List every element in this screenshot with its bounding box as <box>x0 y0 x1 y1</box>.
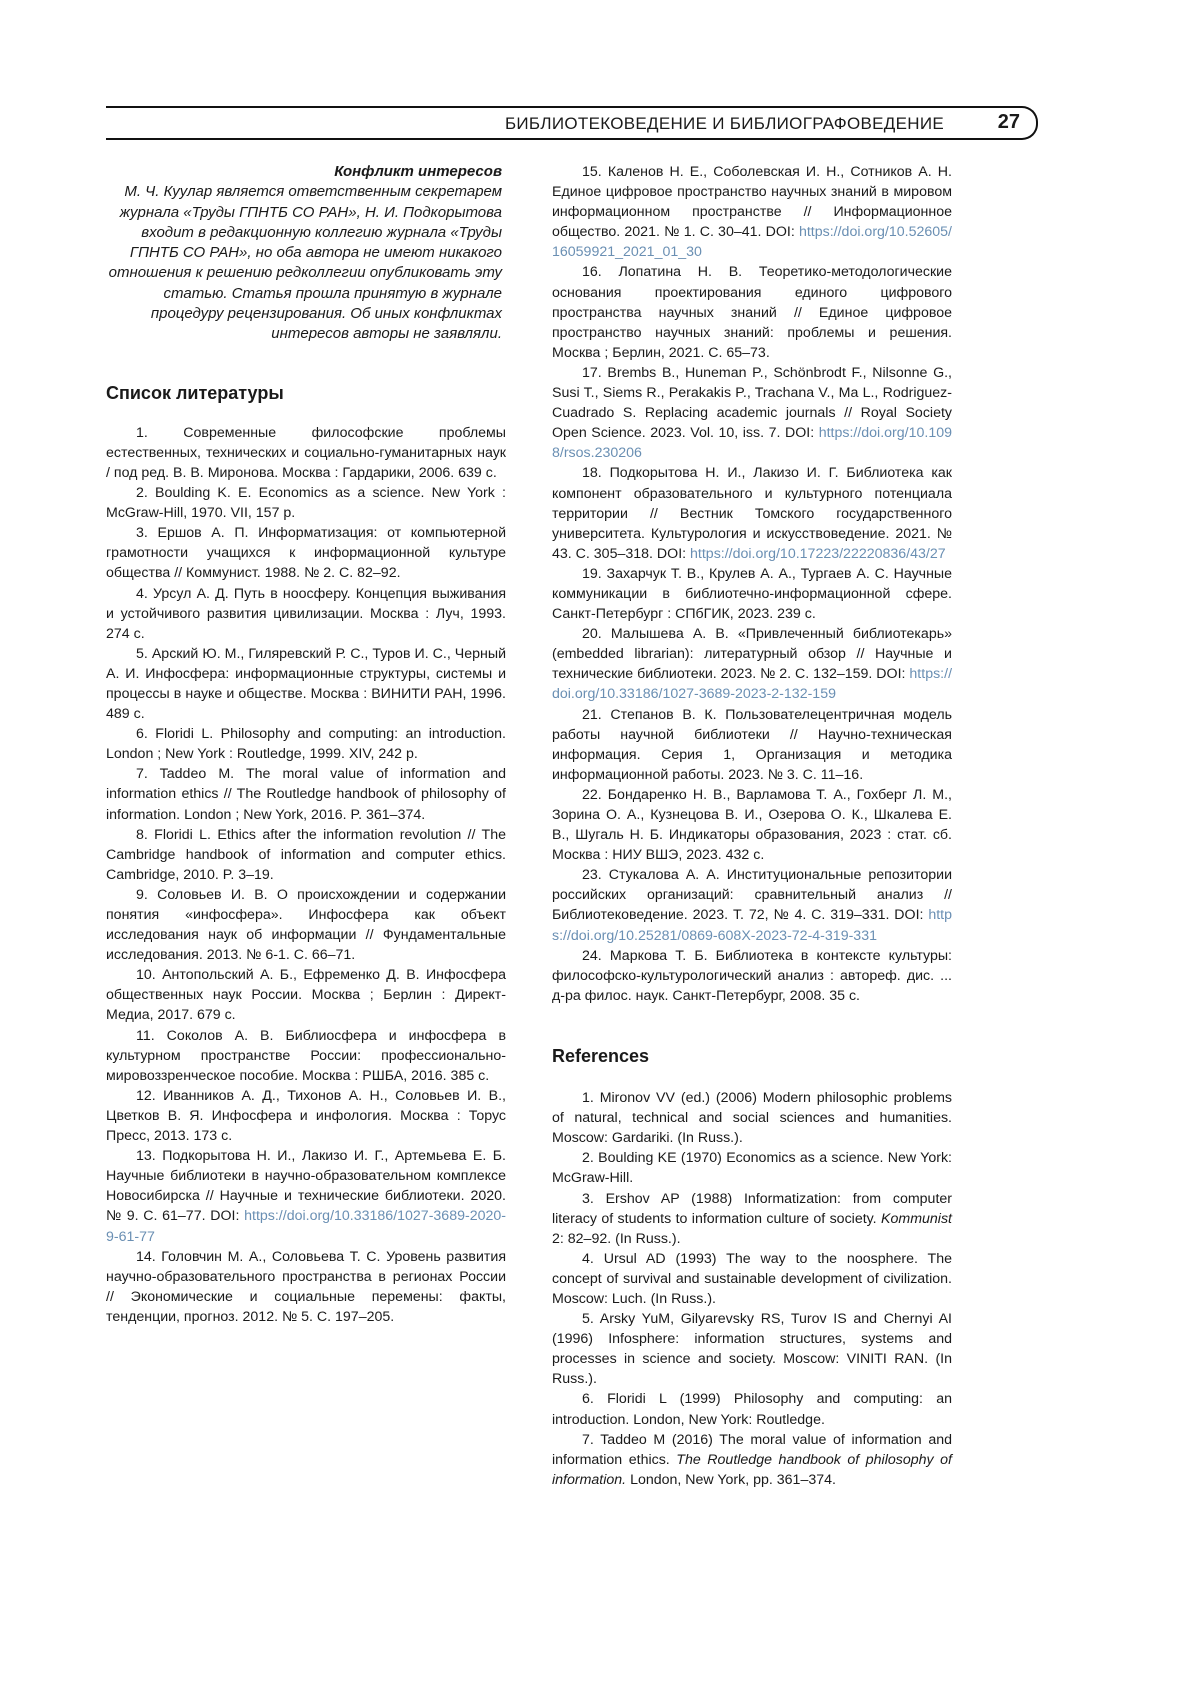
reference-item <box>106 885 506 965</box>
reference-item <box>106 1146 506 1246</box>
page-number: 27 <box>998 111 1020 134</box>
reference-item <box>552 1189 952 1249</box>
reference-item <box>106 764 506 824</box>
reference-text: 6. Floridi L. Philosophy and computing: an introduction. London ; New York : Routledge, 1999. XIV, 242 p. <box>106 726 506 762</box>
reference-item <box>552 946 952 1006</box>
reference-text-after: London, New York, pp. 361–374. <box>626 1472 836 1488</box>
reference-item <box>106 1247 506 1327</box>
reference-text: 12. Иванников А. Д., Тихонов А. Н., Соловьев И. В., Цветков В. Я. Инфосфера и инфология. Москва : Торус Пресс, 2013. 173 с. <box>106 1088 506 1144</box>
reference-text: 7. Taddeo M (2016) The moral value of information and information ethics. <box>552 1432 952 1468</box>
reference-text: 11. Соколов А. В. Библиосфера и инфосфера в культурном пространстве России: профессионально-мировоззренческое пособие. Москва : РШБА, 2016. 385 с. <box>106 1028 506 1084</box>
reference-item <box>552 463 952 563</box>
doi-link[interactable]: https://doi.org/10.33186/1027-3689-2023-2-132-159 <box>552 666 952 702</box>
reference-item <box>552 1249 952 1309</box>
doi-link[interactable]: https://doi.org/10.33186/1027-3689-2020-9-61-77 <box>106 1208 506 1244</box>
reference-text: 4. Урсул А. Д. Путь в ноосферу. Концепция выживания и устойчивого развития цивилизации. Москва : Луч, 1993. 274 с. <box>106 586 506 642</box>
running-header <box>106 106 1038 140</box>
reference-item <box>552 1389 952 1429</box>
reference-item <box>106 825 506 885</box>
ru-references-list-part1 <box>106 423 506 1327</box>
right-column <box>552 162 952 1490</box>
reference-text: 9. Соловьев И. В. О происхождении и содержании понятия «инфосфера». Инфосфера как объект исследования наук об информации // Фундаментальные исследования. 2013. № 6-1. С. 66–71. <box>106 887 506 963</box>
reference-item <box>106 523 506 583</box>
reference-text: 7. Taddeo M. The moral value of information and information ethics // The Routledge handbook of philosophy of information. London ; New York, 2016. P. 361–374. <box>106 766 506 822</box>
doi-link[interactable]: https://doi.org/10.52605/16059921_2021_01_30 <box>552 224 952 260</box>
reference-text: 3. Ершов А. П. Информатизация: от компьютерной грамотности учащихся к информационной культуре общества // Коммунист. 1988. № 2. С. 82–92. <box>106 525 506 581</box>
reference-item <box>552 865 952 945</box>
reference-item <box>552 1148 952 1188</box>
reference-text: 14. Головчин М. А., Соловьева Т. С. Уровень развития научно-образовательного пространства в регионах России // Экономические и социальные перемены: факты, тенденции, прогноз. 2012. № 5. С. 197–205. <box>106 1249 506 1325</box>
reference-item <box>106 1026 506 1086</box>
section-title: БИБЛИОТЕКОВЕДЕНИЕ И БИБЛИОГРАФОВЕДЕНИЕ <box>505 114 944 134</box>
reference-text: 13. Подкорытова Н. И., Лакизо И. Г., Артемьева Е. Б. Научные библиотеки в научно-образовательном комплексе Новосибирска // Научные и технические библиотеки. 2020. № 9. С. 61–77. DOI: <box>106 1148 506 1224</box>
reference-text: 15. Каленов Н. Е., Соболевская И. Н., Сотников А. Н. Единое цифровое пространство научных знаний в мировом информационном пространстве // Информационное общество. 2021. № 1. С. 30–41. DOI: <box>552 164 952 240</box>
reference-item <box>552 262 952 362</box>
reference-text: 10. Антопольский А. Б., Ефременко Д. В. Инфосфера общественных наук России. Москва ; Берлин : Директ-Медиа, 2017. 679 с. <box>106 967 506 1023</box>
reference-text: 3. Ershov AP (1988) Informatization: from computer literacy of students to information culture of society. <box>552 1191 952 1227</box>
reference-item <box>106 724 506 764</box>
doi-link[interactable]: https://doi.org/10.1098/rsos.230206 <box>552 425 952 461</box>
reference-item <box>106 584 506 644</box>
reference-text: 18. Подкорытова Н. И., Лакизо И. Г. Библиотека как компонент образовательного и культурного потенциала территории // Вестник Томского государственного университета. Культурология и искусствоведение. 2021. № 43. С. 305–318. DOI: <box>552 465 952 561</box>
reference-text: 8. Floridi L. Ethics after the information revolution // The Cambridge handbook of information and computer ethics. Cambridge, 2010. P. 3–19. <box>106 827 506 883</box>
reference-item <box>552 162 952 262</box>
reference-text-after: 2: 82–92. (In Russ.). <box>552 1231 681 1247</box>
reference-text: 4. Ursul AD (1993) The way to the noosphere. The concept of survival and sustainable development of civilization. Moscow: Luch. (In Russ.). <box>552 1251 952 1307</box>
reference-text: 1. Современные философские проблемы естественных, технических и социально-гуманитарных наук / под ред. В. В. Миронова. Москва : Гардарики, 2006. 639 с. <box>106 425 506 481</box>
reference-text: 2. Boulding KE (1970) Economics as a science. New York: McGraw-Hill. <box>552 1150 952 1186</box>
reference-text: 2. Boulding K. E. Economics as a science. New York : McGraw-Hill, 1970. VII, 157 p. <box>106 485 506 521</box>
reference-item <box>552 1088 952 1148</box>
reference-text: 5. Arsky YuM, Gilyarevsky RS, Turov IS and Chernyi AI (1996) Infosphere: information structures, systems and processes in science and society. Moscow: VINITI RAN. (In Russ.). <box>552 1311 952 1387</box>
journal-title: The Routledge handbook of philosophy of information. <box>552 1452 952 1488</box>
doi-link[interactable]: https://doi.org/10.17223/22220836/43/27 <box>690 546 946 562</box>
reference-item <box>552 705 952 785</box>
reference-item <box>106 1086 506 1146</box>
reference-text: 16. Лопатина Н. В. Теоретико-методологические основания проектирования единого цифрового пространства научных знаний // Единое цифровое пространство научных знаний: проблемы и решения. Москва ; Берлин, 2021. С. 65–73. <box>552 264 952 360</box>
reference-item <box>552 785 952 865</box>
journal-title: Kommunist <box>881 1211 952 1227</box>
ru-references-list-part2 <box>552 162 952 1006</box>
reference-text: 19. Захарчук Т. В., Крулев А. А., Тургаев А. С. Научные коммуникации в библиотечно-информационной сфере. Санкт-Петербург : СПбГИК, 2023. 239 с. <box>552 566 952 622</box>
reference-item <box>552 1309 952 1389</box>
conflict-text: М. Ч. Куулар является ответственным секретарем журнала «Труды ГПНТБ СО РАН», Н. И. Подкорытова входит в редакционную коллегию журнала «Труды ГПНТБ СО РАН», но оба автора не имеют никакого отношения к решению редколлегии опубликовать эту статью. Статья прошла принятую в журнале процедуру рецензирования. Об иных конфликтах интересов авторы не заявляли. <box>106 182 502 344</box>
reference-text: 5. Арский Ю. М., Гиляревский Р. С., Туров И. С., Черный А. И. Инфосфера: информационные структуры, системы и процессы в науке и обществе. Москва : ВИНИТИ РАН, 1996. 489 с. <box>106 646 506 722</box>
reference-text: 22. Бондаренко Н. В., Варламова Т. А., Гохберг Л. М., Зорина О. А., Кузнецова В. И., Озерова О. К., Шкалева Е. В., Шугаль Н. Б. Индикаторы образования, 2023 : стат. сб. Москва : НИУ ВШЭ, 2023. 432 с. <box>552 787 952 863</box>
reference-item <box>552 564 952 624</box>
reference-item <box>106 644 506 724</box>
reference-text: 21. Степанов В. К. Пользователецентричная модель работы научной библиотеки // Научно-техническая информация. Серия 1, Организация и методика информационной работы. 2023. № 3. С. 11–16. <box>552 707 952 783</box>
reference-text: 24. Маркова Т. Б. Библиотека в контексте культуры: философско-культурологический анализ : автореф. дис. ... д-ра филос. наук. Санкт-Петербург, 2008. 35 с. <box>552 948 952 1004</box>
reference-text: 17. Brembs B., Huneman P., Schönbrodt F., Nilsonne G., Susi T., Siems R., Perakakis P., Trachana V., Ma L., Rodriguez-Cuadrado S. Replacing academic journals // Royal Society Open Science. 2023. Vol. 10, iss. 7. DOI: <box>552 365 952 441</box>
reference-item <box>552 1430 952 1490</box>
reference-text: 6. Floridi L (1999) Philosophy and computing: an introduction. London, New York: Routledge. <box>552 1391 952 1427</box>
reference-text: 23. Стукалова А. А. Институциональные репозитории российских организаций: сравнительный анализ // Библиотековедение. 2023. Т. 72, № 4. С. 319–331. DOI: <box>552 867 952 923</box>
reference-item <box>552 624 952 704</box>
ru-references-heading: Список литературы <box>106 383 506 403</box>
doi-link[interactable]: https://doi.org/10.25281/0869-608X-2023-72-4-319-331 <box>552 907 952 943</box>
en-references-heading: References <box>552 1046 952 1066</box>
reference-text: 1. Mironov VV (ed.) (2006) Modern philosophic problems of natural, technical and social sciences and humanities. Moscow: Gardariki. (In Russ.). <box>552 1090 952 1146</box>
conflict-title: Конфликт интересов <box>106 162 502 182</box>
left-column <box>106 162 506 1327</box>
reference-item <box>106 965 506 1025</box>
reference-item <box>552 363 952 463</box>
reference-text: 20. Малышева А. В. «Привлеченный библиотекарь» (embedded librarian): литературный обзор // Научные и технические библиотеки. 2023. № 2. С. 132–159. DOI: <box>552 626 952 682</box>
reference-item <box>106 483 506 523</box>
conflict-of-interest <box>106 162 506 345</box>
en-references-list <box>552 1088 952 1490</box>
reference-item <box>106 423 506 483</box>
